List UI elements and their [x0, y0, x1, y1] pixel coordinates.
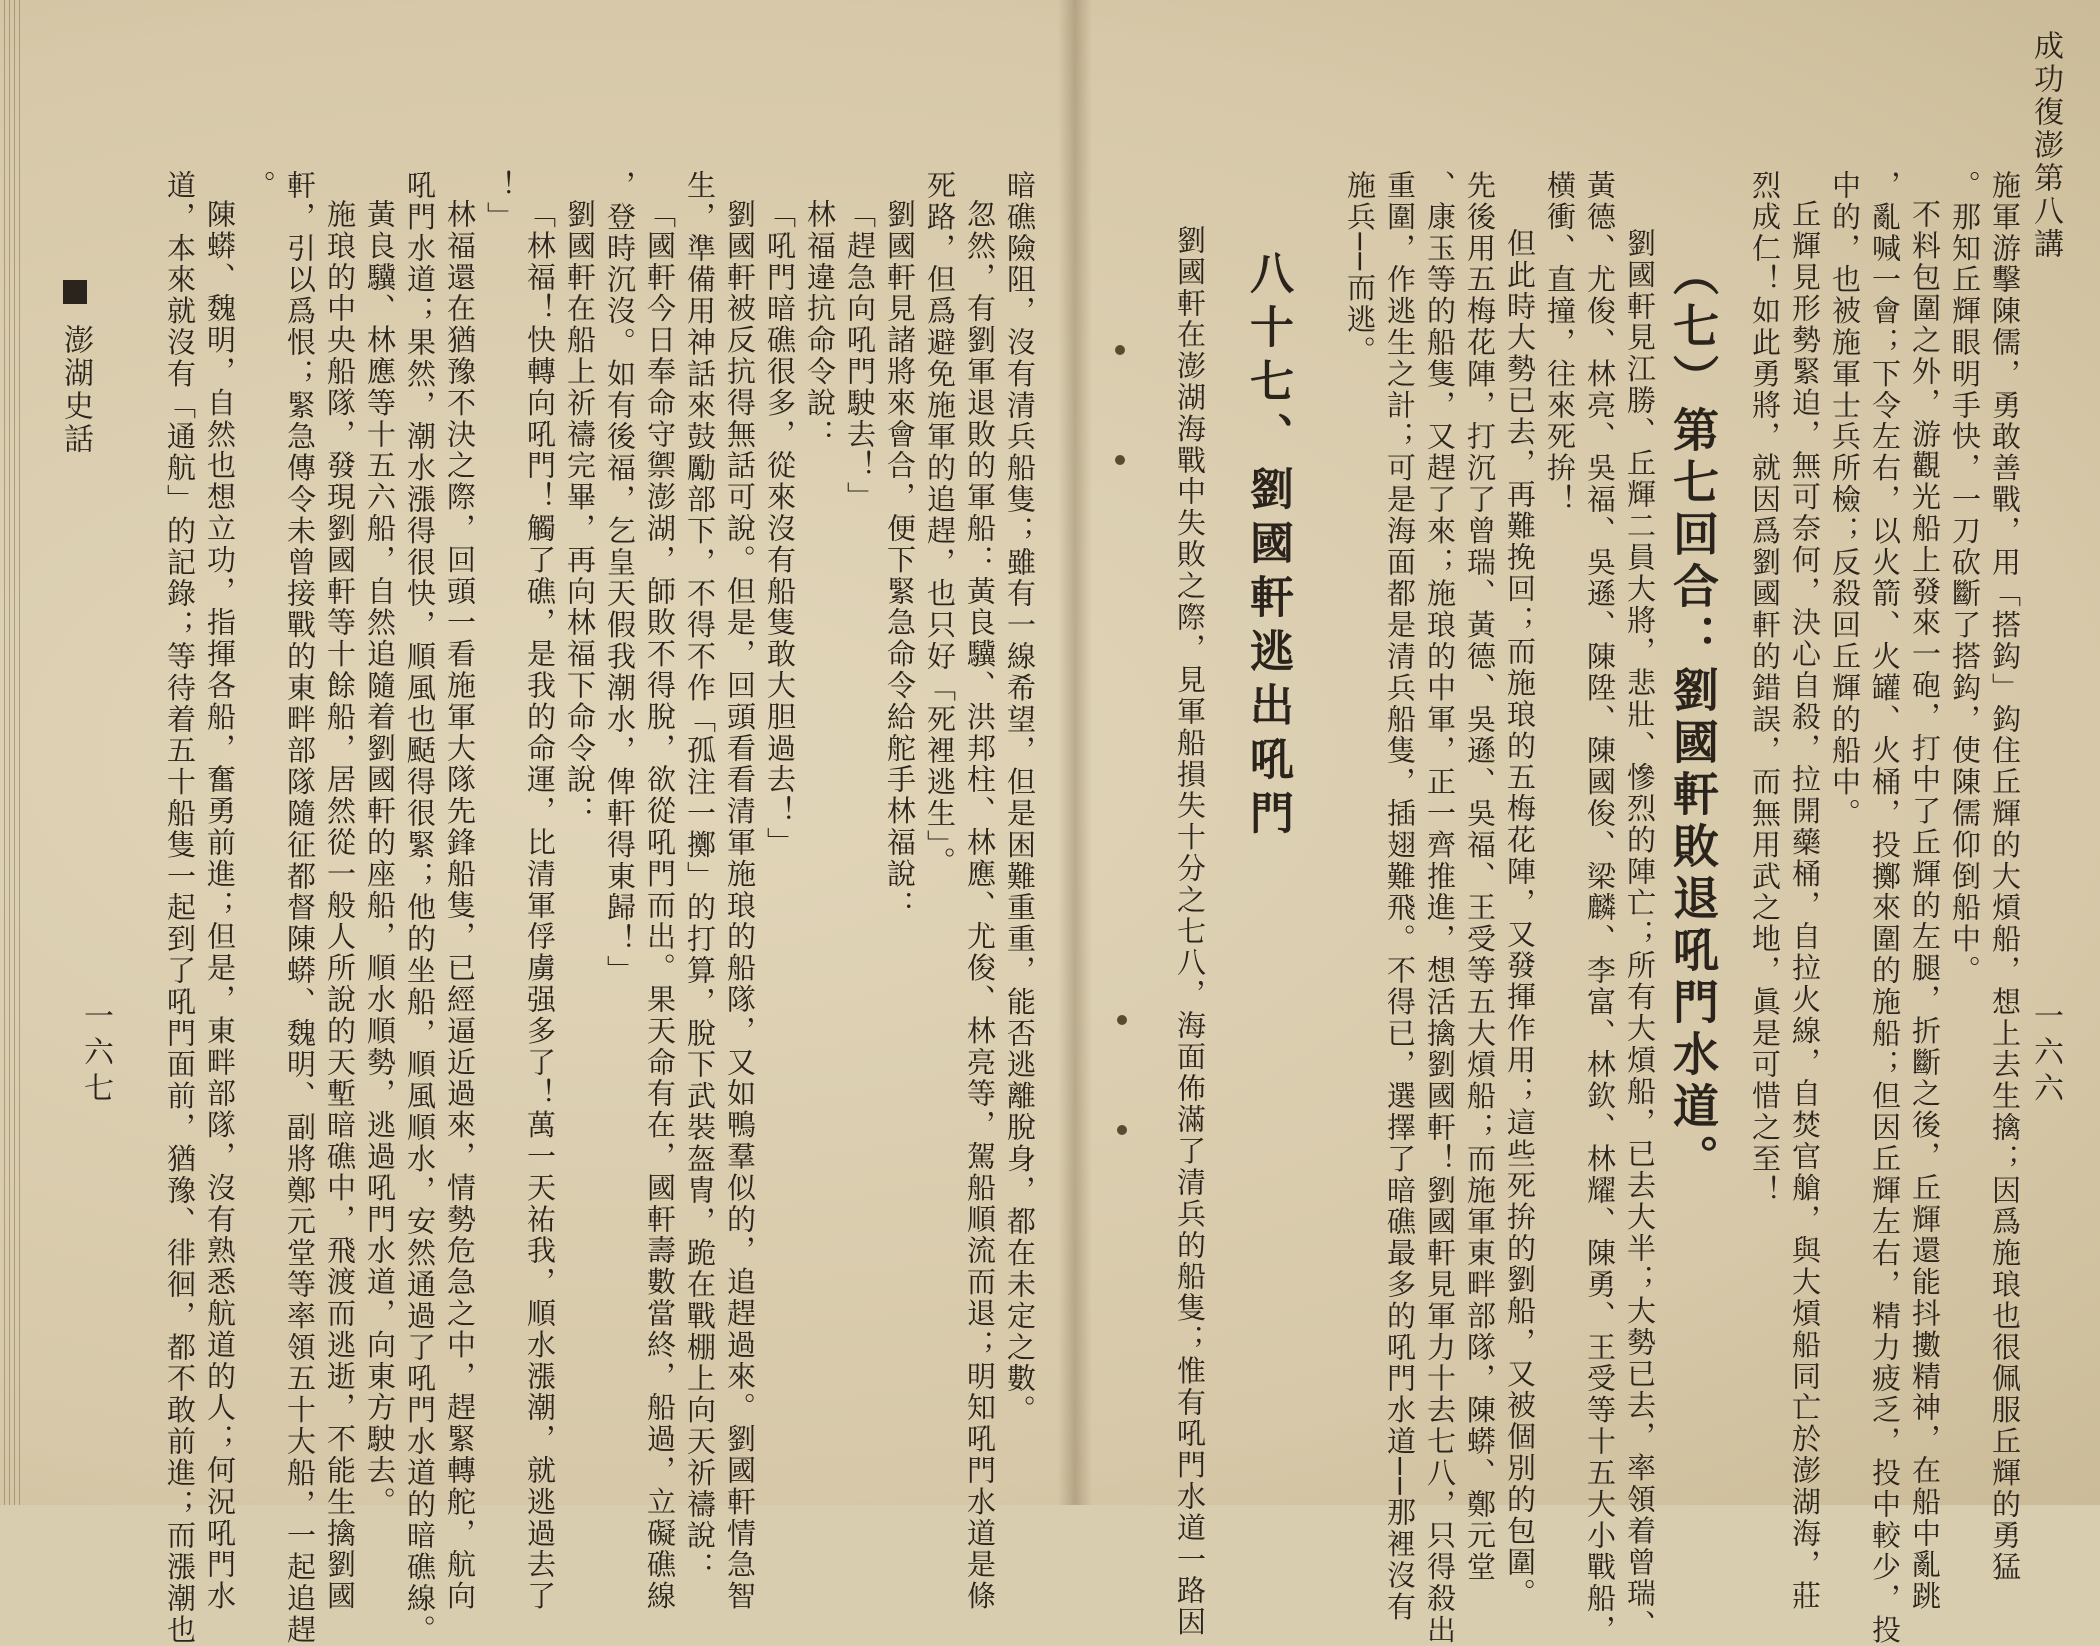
text-column: 暗礁險阻，沒有清兵船隻；雖有一線希望，但是困難重重，能否逃離脫身，都在未定之數。 [1003, 170, 1037, 1426]
text-column: 先後用五梅花陣，打沉了曾瑞、黃德、吳遜、吳福、王受等五大熕船；而施軍東畔部隊，陳蟒、鄭元堂 [1463, 170, 1497, 1583]
text-column: 死路，但爲避免施軍的追趕，也只好「死裡逃生」。 [923, 170, 957, 878]
text-column: 劉國軒在船上祈禱完畢，再向林福下命令說： [563, 199, 597, 827]
text-column: 忽然，有劉軍退敗的軍船：黃良驥、洪邦柱、林應、尤俊、林亮等，駕船順流而退；明知吼門水道是條 [963, 199, 997, 1612]
text-column: 重圍，作逃生之計；可是海面都是清兵船隻，插翅難飛。不得已，選擇了暗礁最多的吼門水道──那裡沒有 [1383, 170, 1417, 1623]
text-column: 横衝、直撞，往來死拚！ [1543, 170, 1577, 516]
text-column: 生，準備用神話來鼓勵部下，不得不作「孤注一擲」的打算，脫下武裝盔冑，跪在戰棚上向天祈禱說： [683, 170, 717, 1583]
text-column: 「趕急向吼門駛去！」 [843, 199, 877, 513]
text-column: 軒，引以爲恨；緊急傳令未曾接戰的東畔部隊隨征都督陳蟒、魏明、副將鄭元堂等率領五十大船，一起追趕 [283, 170, 317, 1646]
chapter-title: （七）第七回合：劉國軒敗退吼門水道。 [1666, 250, 1720, 1186]
page-number: 一六六 [2028, 1000, 2063, 1108]
text-column: 、康玉等的船隻，又趕了來；施琅的中軍，正一齊推進，想活擒劉國軒！劉國軒見軍力十去七八，只得殺出 [1423, 170, 1457, 1646]
text-column: 烈成仁！如此勇將，就因爲劉國軒的錯誤，而無用武之地，眞是可惜之至！ [1748, 170, 1782, 1207]
intro-text-block [1743, 170, 2025, 1646]
text-column: 「國軒今日奉命守禦澎湖，師敗不得脫，欲從吼門而出。果天命有在，國軒壽數當終，船過，立礙礁線 [643, 199, 677, 1612]
right-page [1075, 0, 2100, 1646]
section-title: 八十七、劉國軒逃出吼門 [1242, 250, 1293, 844]
running-header: 成功復澎第八講 [2028, 30, 2063, 261]
book-icon [63, 280, 87, 304]
text-column: 劉國軒被反抗得無話可說。但是，回頭看看清軍施琅的船隊，又如鴨羣似的，追趕過來。劉國軒情急智 [723, 199, 757, 1612]
text-column: 道，本來就沒有「通航」的記錄；等待着五十船隻一起到了吼門面前，猶豫、徘徊，都不敢前進；而漲潮也 [163, 170, 197, 1646]
text-column: 施琅的中央船隊，發現劉國軒等十餘船，居然從一般人所說的天塹暗礁中，飛渡而逃逝，不能生擒劉國 [323, 199, 357, 1612]
text-column: 陳蟒、魏明，自然也想立功，指揮各船，奮勇前進；但是，東畔部隊，沒有熟悉航道的人；何況吼門水 [203, 199, 237, 1612]
text-column: 丘輝見形勢緊迫，無可奈何，決心自殺，拉開藥桶，自拉火線，自焚官艙，與大熕船同亡於澎湖海，莊 [1788, 199, 1822, 1612]
page-number: 一六七 [78, 1000, 113, 1108]
text-column: 。那知丘輝眼明手快，一刀砍斷了搭鈎，使陳儒仰倒船中。 [1948, 170, 1982, 987]
text-column: ，登時沉沒。如有後福，乞皇天假我潮水，俾軒得東歸！」 [603, 170, 637, 987]
section-text-block [1170, 225, 1210, 1638]
text-column: 林福還在猶豫不決之際，回頭一看施軍大隊先鋒船隻，已經逼近過來，情勢危急之中，趕緊轉舵，航向 [443, 199, 477, 1612]
text-column: 林福違抗命令說： [803, 199, 837, 451]
footer-title [58, 280, 93, 456]
text-column: 劉國軒在澎湖海戰中失敗之際，見軍船損失十分之七八，海面佈滿了清兵的船隻；惟有吼門水道一路因 [1173, 225, 1207, 1638]
main-text-block [160, 170, 1040, 1646]
text-column: 中的，也被施軍士兵所檢；反殺回丘輝的船中。 [1828, 170, 1862, 830]
text-column: 黃德、尤俊、林亮、吳福、吳遜、陳陞、陳國俊、梁麟、李富、林欽、林耀、陳勇、王受等十五大小戰船， [1583, 170, 1617, 1646]
text-column: 不料包圍之外，游觀光船上發來一砲，打中了丘輝的左腿，折斷之後，丘輝還能抖擻精神，在船中亂跳 [1908, 199, 1942, 1612]
text-column: 劉國軒見江勝、丘輝二員大將，悲壯、慘烈的陣亡；所有大熕船，已去大半；大勢已去，率領着曾瑞、 [1623, 228, 1657, 1641]
text-column: ，亂喊一會；下令左右，以火箭、火罐、火桶，投擲來圍的施船；但因丘輝左右，精力疲乏，投中較少，投 [1868, 170, 1902, 1646]
text-column: 施軍游擊陳儒，勇敢善戰，用「搭鈎」鈎住丘輝的大熕船，想上去生擒；因爲施琅也很佩服丘輝的勇猛 [1988, 170, 2022, 1583]
text-column: 「林福！快轉向吼門！觸了礁，是我的命運，比清軍俘虜强多了！萬一天祐我，順水漲潮，就逃過去了 [523, 199, 557, 1612]
text-column: 吼門水道；果然，潮水漲得很快，順風也颳得很緊；他的坐船，順風順水，安然通過了吼門水道的暗礁線。 [403, 170, 437, 1646]
footer-title-text: 澎湖史話 [58, 324, 93, 456]
text-column: 。 [243, 170, 277, 202]
text-column: 施兵──而逃。 [1343, 170, 1377, 367]
chapter-text-block [1338, 170, 1660, 1646]
text-column: 劉國軒見諸將來會合，便下緊急命令給舵手林福說： [883, 199, 917, 922]
text-column: 但此時大勢已去，再難挽回；而施琅的五梅花陣，又發揮作用；這些死拚的劉船，又被個別的包圍。 [1503, 228, 1537, 1610]
text-column: ！」 [483, 170, 517, 233]
text-column: 「吼門暗礁很多，從來沒有船隻敢大胆過去！」 [763, 199, 797, 859]
text-column: 黃良驥、林應等十五六船，自然追隨着劉國軒的座船，順水順勢，逃過吼門水道，向東方駛去。 [363, 199, 397, 1518]
